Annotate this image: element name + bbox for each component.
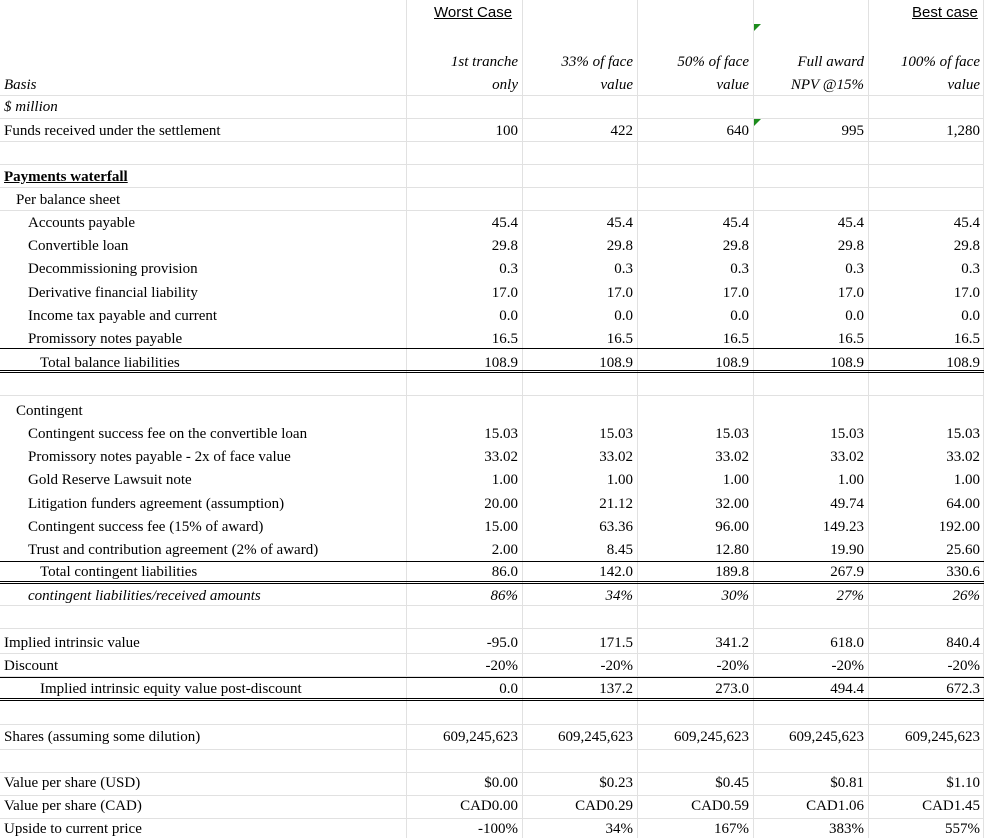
per-share-value: CAD0.29	[575, 798, 633, 815]
contingent-total-value: 189.8	[715, 564, 749, 580]
contingent-total-value: 267.9	[830, 564, 864, 580]
shares-label: Shares (assuming some dilution)	[4, 729, 201, 745]
balance-total-value: 108.9	[946, 355, 980, 371]
per-share-value: 167%	[714, 821, 749, 838]
per-share-value: CAD0.00	[460, 798, 518, 815]
contingent-row-value: 1.00	[722, 472, 749, 489]
funds-value: 100	[495, 123, 518, 139]
implied-value-value: 341.2	[715, 635, 749, 651]
contingent-ratio-value: 30%	[721, 588, 749, 604]
contingent-row-value: 25.60	[946, 542, 980, 558]
contingent-ratio-value: 86%	[490, 588, 518, 604]
discount-value: -20%	[947, 658, 980, 674]
contingent-row-value: 15.03	[830, 426, 864, 442]
implied-value-value: 171.5	[599, 635, 633, 651]
post-discount-value-label: Implied intrinsic equity value post-discount	[40, 681, 302, 697]
waterfall-title: Payments waterfall	[4, 169, 128, 185]
grid-line	[637, 0, 638, 838]
balance-row-value: 0.3	[845, 261, 864, 278]
grid-line	[0, 210, 984, 211]
post-discount-value-value: 672.3	[946, 681, 980, 697]
contingent-row-value: 12.80	[715, 542, 749, 558]
per-share-value: $0.45	[715, 775, 749, 791]
post-discount-value-value: 494.4	[830, 681, 864, 697]
balance-row-value: 45.4	[722, 215, 749, 231]
contingent-row-value: 149.23	[822, 518, 864, 535]
contingent-row-label: Contingent success fee on the convertible loan	[28, 426, 308, 442]
contingent-ratio-label: contingent liabilities/received amounts	[28, 588, 261, 604]
balance-row-label: Accounts payable	[28, 215, 136, 231]
per-share-value: $1.10	[946, 775, 980, 791]
balance-row-value: 0.3	[961, 261, 980, 278]
balance-row-value: 0.0	[730, 307, 749, 324]
contingent-total-value: 330.6	[946, 564, 980, 580]
per-share-label: Value per share (USD)	[4, 775, 141, 791]
grid-line	[0, 141, 984, 142]
balance-row-value: 45.4	[837, 215, 864, 231]
balance-row-value: 29.8	[491, 238, 518, 255]
contingent-total-label: Total contingent liabilities	[40, 564, 198, 580]
contingent-title: Contingent	[16, 403, 83, 419]
balance-row-label: Convertible loan	[28, 238, 129, 255]
balance-row-value: 16.5	[722, 331, 749, 347]
contingent-ratio-value: 26%	[952, 588, 980, 604]
balance-row-value: 0.0	[614, 307, 633, 324]
grid-line	[0, 95, 984, 96]
comment-marker-icon	[754, 24, 761, 31]
contingent-row-value: 21.12	[599, 495, 633, 512]
balance-row-value: 29.8	[606, 238, 633, 255]
double-border	[0, 581, 984, 584]
contingent-row-value: 1.00	[491, 472, 518, 489]
implied-value-value: 618.0	[830, 635, 864, 651]
balance-row-value: 16.5	[837, 331, 864, 347]
column-header-line2: value	[600, 77, 633, 93]
contingent-row-value: 33.02	[715, 449, 749, 466]
per-share-value: 34%	[605, 821, 633, 838]
grid-line	[868, 0, 869, 838]
worst-case-header: Worst Case	[434, 4, 513, 21]
contingent-row-value: 15.03	[715, 426, 749, 442]
basis-label: Basis	[4, 77, 37, 93]
contingent-row-value: 1.00	[837, 472, 864, 489]
balance-row-value: 16.5	[491, 331, 518, 347]
column-header-line2: value	[947, 77, 980, 93]
balance-row-value: 45.4	[953, 215, 980, 231]
balance-row-label: Promissory notes payable	[28, 331, 183, 347]
balance-row-value: 17.0	[837, 284, 864, 301]
balance-row-value: 17.0	[491, 284, 518, 301]
shares-value: 609,245,623	[558, 729, 633, 745]
balance-row-value: 0.0	[961, 307, 980, 324]
grid-line	[0, 628, 984, 629]
per-share-label: Value per share (CAD)	[4, 798, 142, 815]
balance-row-value: 17.0	[606, 284, 633, 301]
balance-row-value: 0.0	[845, 307, 864, 324]
balance-row-label: Decommissioning provision	[28, 261, 198, 278]
shares-value: 609,245,623	[789, 729, 864, 745]
best-case-header: Best case	[912, 4, 978, 21]
grid-line	[0, 605, 984, 606]
grid-line	[0, 772, 984, 773]
contingent-row-value: 63.36	[599, 518, 633, 535]
per-share-label: Upside to current price	[4, 821, 142, 838]
contingent-row-value: 20.00	[484, 495, 518, 512]
contingent-row-value: 49.74	[830, 495, 864, 512]
balance-row-value: 0.0	[499, 307, 518, 324]
balance-row-value: 29.8	[953, 238, 980, 255]
contingent-row-value: 19.90	[830, 542, 864, 558]
contingent-total-value: 86.0	[491, 564, 518, 580]
grid-line	[0, 818, 984, 819]
contingent-row-value: 15.03	[484, 426, 518, 442]
per-share-value: CAD0.59	[691, 798, 749, 815]
balance-total-value: 108.9	[830, 355, 864, 371]
post-discount-value-value: 273.0	[715, 681, 749, 697]
balance-row-value: 17.0	[722, 284, 749, 301]
contingent-row-value: 33.02	[484, 449, 518, 466]
contingent-row-value: 1.00	[606, 472, 633, 489]
grid-line	[0, 749, 984, 750]
balance-row-value: 16.5	[606, 331, 633, 347]
column-header-line2: only	[492, 77, 518, 93]
per-share-value: $0.00	[484, 775, 518, 791]
units-label: $ million	[4, 99, 58, 115]
contingent-row-value: 15.03	[599, 426, 633, 442]
double-border	[0, 698, 984, 701]
funds-value: 422	[610, 123, 633, 139]
contingent-row-value: 96.00	[715, 518, 749, 535]
contingent-row-value: 1.00	[953, 472, 980, 489]
grid-line	[0, 187, 984, 188]
grid-line	[0, 395, 984, 396]
per-share-value: $0.23	[599, 775, 633, 791]
contingent-row-label: Trust and contribution agreement (2% of award)	[28, 542, 319, 558]
contingent-row-value: 64.00	[946, 495, 980, 512]
post-discount-value-value: 137.2	[599, 681, 633, 697]
balance-total-label: Total balance liabilities	[40, 355, 180, 371]
balance-row-value: 29.8	[722, 238, 749, 255]
post-discount-value-value: 0.0	[499, 681, 518, 697]
column-header-line1: 50% of face	[677, 54, 749, 70]
discount-value: -20%	[831, 658, 864, 674]
grid-line	[0, 724, 984, 725]
balance-row-value: 0.3	[499, 261, 518, 278]
contingent-row-value: 33.02	[599, 449, 633, 466]
balance-total-value: 108.9	[715, 355, 749, 371]
border-line	[0, 677, 984, 678]
contingent-ratio-value: 27%	[836, 588, 864, 604]
balance-row-value: 45.4	[606, 215, 633, 231]
implied-value-value: 840.4	[946, 635, 980, 651]
contingent-row-value: 8.45	[606, 542, 633, 558]
contingent-ratio-value: 34%	[605, 588, 633, 604]
balance-row-value: 17.0	[953, 284, 980, 301]
discount-value: -20%	[716, 658, 749, 674]
column-header-line2: value	[716, 77, 749, 93]
grid-line	[0, 118, 984, 119]
contingent-row-value: 32.00	[715, 495, 749, 512]
discount-label: Discount	[4, 658, 59, 674]
contingent-row-label: Litigation funders agreement (assumption)	[28, 495, 285, 512]
balance-total-value: 108.9	[599, 355, 633, 371]
grid-line	[0, 795, 984, 796]
balance-total-value: 108.9	[484, 355, 518, 371]
border-line	[0, 348, 984, 349]
shares-value: 609,245,623	[443, 729, 518, 745]
column-header-line1: 33% of face	[561, 54, 633, 70]
implied-value-label: Implied intrinsic value	[4, 635, 140, 651]
contingent-row-label: Contingent success fee (15% of award)	[28, 518, 264, 535]
per-share-value: 557%	[945, 821, 980, 838]
contingent-row-value: 192.00	[938, 518, 980, 535]
per-share-value: 383%	[829, 821, 864, 838]
column-header-line2: NPV @15%	[790, 77, 864, 93]
contingent-row-value: 2.00	[491, 542, 518, 558]
double-border	[0, 370, 984, 373]
balance-row-value: 0.3	[730, 261, 749, 278]
column-header-line1: Full award	[797, 54, 864, 70]
per-share-value: CAD1.45	[922, 798, 980, 815]
discount-value: -20%	[485, 658, 518, 674]
balance-row-value: 0.3	[614, 261, 633, 278]
shares-value: 609,245,623	[674, 729, 749, 745]
balance-sheet-title: Per balance sheet	[16, 192, 121, 208]
contingent-row-value: 33.02	[946, 449, 980, 466]
funds-value: 995	[841, 123, 864, 139]
per-share-value: CAD1.06	[806, 798, 864, 815]
contingent-row-value: 15.03	[946, 426, 980, 442]
contingent-row-value: 33.02	[830, 449, 864, 466]
per-share-value: $0.81	[830, 775, 864, 791]
balance-row-value: 45.4	[491, 215, 518, 231]
grid-line	[0, 164, 984, 165]
contingent-row-value: 15.00	[484, 518, 518, 535]
column-header-line1: 100% of face	[900, 54, 980, 70]
grid-line	[0, 653, 984, 654]
per-share-value: -100%	[478, 821, 518, 838]
funds-label: Funds received under the settlement	[4, 123, 221, 139]
border-line	[0, 561, 984, 562]
implied-value-value: -95.0	[486, 635, 518, 651]
contingent-row-label: Gold Reserve Lawsuit note	[28, 472, 192, 489]
funds-value: 640	[726, 123, 749, 139]
grid-line	[406, 0, 407, 838]
balance-row-label: Derivative financial liability	[28, 284, 198, 301]
balance-row-value: 16.5	[953, 331, 980, 347]
shares-value: 609,245,623	[905, 729, 980, 745]
contingent-row-label: Promissory notes payable - 2x of face value	[28, 449, 291, 466]
discount-value: -20%	[600, 658, 633, 674]
funds-value: 1,280	[946, 123, 980, 139]
column-header-line1: 1st tranche	[450, 54, 518, 70]
balance-row-label: Income tax payable and current	[28, 307, 218, 324]
balance-row-value: 29.8	[837, 238, 864, 255]
contingent-total-value: 142.0	[599, 564, 633, 580]
